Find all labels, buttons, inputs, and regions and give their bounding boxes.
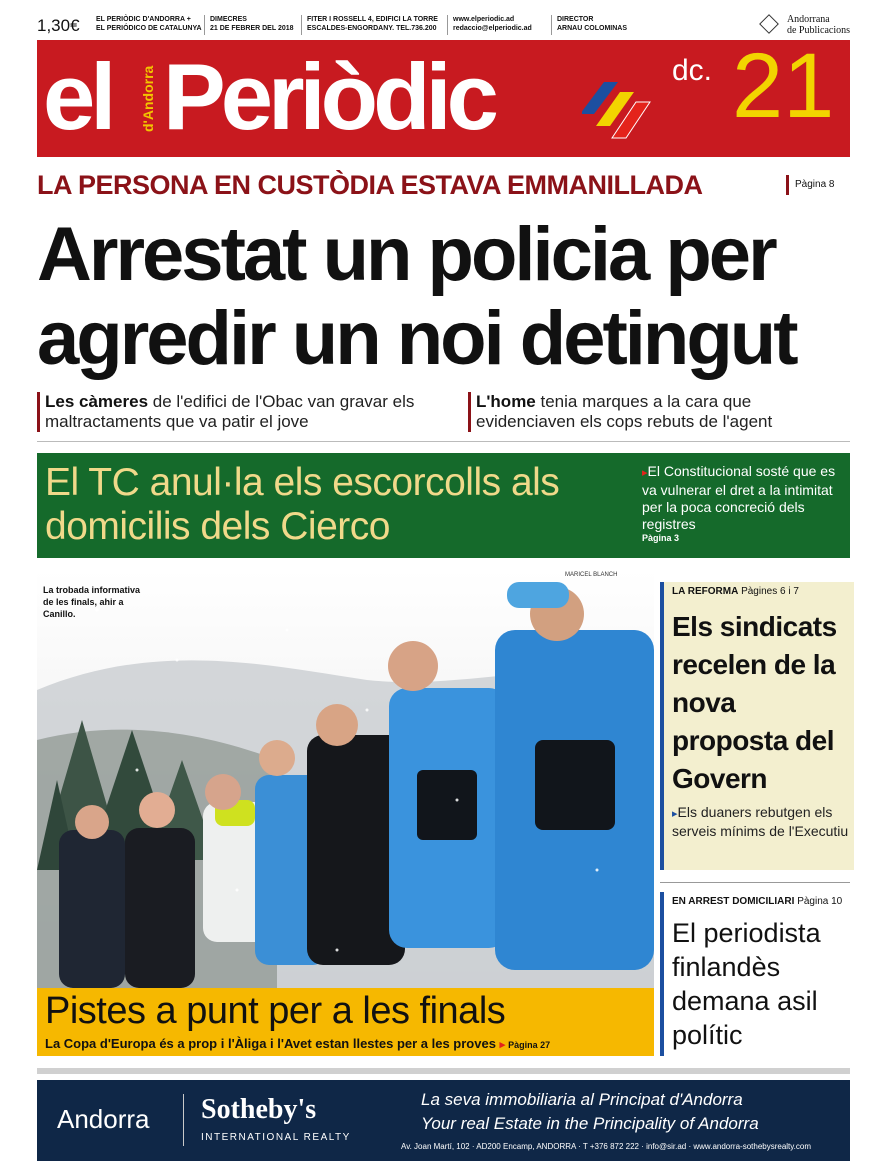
side-story-title: El periodista finlandès demana asil polític [672, 918, 821, 1050]
ad-tagline-ca: La seva immobiliaria al Principat d'Andorra [421, 1090, 743, 1109]
andorra-flag-icon [582, 76, 652, 142]
photo-credit: MARICEL BLANCH [565, 572, 618, 578]
headline-line: agredir un noi detingut [37, 296, 796, 381]
side-story-sub [672, 804, 852, 840]
ad-brand-left: Andorra [57, 1104, 150, 1134]
sothebys-advertisement[interactable] [37, 1080, 850, 1161]
publisher-logo-icon [759, 14, 779, 34]
triangle-bullet-icon: ▸ [499, 1039, 509, 1051]
lead-page-ref[interactable]: Pàgina 8 [786, 175, 834, 195]
ad-brand-sub: INTERNATIONAL REALTY [201, 1132, 351, 1143]
green-story[interactable] [37, 453, 850, 558]
masthead-day: 21 [732, 35, 835, 137]
address-line: FITER I ROSSELL 4, EDIFICI LA TORRE [307, 16, 438, 23]
edition-info [91, 15, 202, 35]
date: 21 DE FEBRER DEL 2018 [210, 25, 294, 32]
subhead-text: de l'edifici de l'Obac van gravar els maltractaments que va patir el jove [45, 392, 415, 431]
side-story-journalist[interactable] [660, 892, 854, 1056]
triangle-bullet-icon: ▸ [672, 808, 678, 820]
address-info [301, 15, 438, 35]
headline-line: Arrestat un policia per [37, 212, 775, 297]
divider [37, 1068, 850, 1074]
subhead-bold: L'home [476, 392, 536, 411]
photo-story-page-ref: Pàgina 27 [508, 1040, 551, 1050]
edition-line: EL PERIÓDICO DE CATALUNYA [96, 25, 202, 32]
price: 1,30€ [37, 16, 80, 35]
address-line: ESCALDES-ENGORDANY. TEL.736.200 [307, 25, 437, 32]
photo-story-sub-text: La Copa d'Europa és a prop i l'Àliga i l'Avet estan llestes per a les proves [45, 1036, 496, 1051]
kicker-label: LA REFORMA [672, 586, 739, 597]
masthead [37, 35, 850, 157]
web-info [447, 15, 532, 35]
triangle-bullet-icon: ▸ [642, 467, 648, 479]
ad-address: Av. Joan Martí, 102 · AD200 Encamp, ANDORRA · T +376 872 222 · info@sir.ad · www.andorra-sothebysrealty.com [401, 1142, 812, 1151]
kicker-page-ref: Pàgines 6 i 7 [741, 586, 799, 597]
kicker-label: EN ARREST DOMICILIARI [672, 896, 795, 907]
ski-team-photo [37, 570, 654, 988]
publisher-line: de Publicacions [786, 25, 850, 36]
weekday: DIMECRES [210, 16, 247, 23]
lead-subhead-2 [468, 392, 846, 432]
website-link[interactable]: www.elperiodic.ad [453, 16, 515, 23]
publisher-line: Andorrana [786, 14, 830, 25]
lead-kicker: LA PERSONA EN CUSTÒDIA ESTAVA EMMANILLADA [37, 170, 703, 200]
lead-headline[interactable] [37, 213, 850, 381]
edition-line: EL PERIÒDIC D'ANDORRA + [96, 16, 191, 23]
photo-story-sub [45, 1036, 550, 1051]
divider [37, 441, 850, 442]
subhead-text: tenia marques a la cara que evidenciaven els cops rebuts de l'agent [476, 392, 773, 431]
photo-story-title: Pistes a punt per a les finals [45, 990, 506, 1032]
photo-story-band[interactable] [37, 988, 654, 1056]
side-story-sub-text: Els duaners rebutgen els serveis mínims de l'Executiu [672, 804, 849, 839]
side-story-reform[interactable] [660, 582, 854, 870]
email-link[interactable]: redaccio@elperiodic.ad [453, 25, 532, 32]
publisher-name [787, 14, 850, 36]
logo-dandorra: d'Andorra [140, 65, 156, 132]
ad-brand-main: Sotheby's [201, 1094, 317, 1125]
ad-tagline-en: Your real Estate in the Principality of Andorra [421, 1114, 759, 1133]
ad-divider [183, 1094, 184, 1146]
green-story-title: El TC anul·la els escorcolls als domicilis dels Cierco [45, 461, 560, 548]
logo-el: el [43, 44, 112, 149]
side-story-title: Els sindicats recelen de la nova proposta del Govern [672, 611, 837, 794]
date-info [204, 15, 294, 35]
divider [660, 882, 850, 883]
green-story-summary [642, 463, 842, 533]
masthead-month: dc. [672, 54, 713, 87]
director-label: DIRECTOR [557, 16, 594, 23]
lead-subhead-1 [37, 392, 445, 432]
director-info [551, 15, 627, 35]
green-story-page-ref: Pàgina 3 [642, 533, 680, 543]
photo-caption: La trobada informativa de les finals, ahir a Canillo. [43, 585, 141, 619]
side-story-kicker [672, 586, 799, 597]
summary-text: El Constitucional sosté que es va vulnerar el dret a la intimitat per la poca concreció dels registres [642, 463, 836, 532]
logo-periodic: Periòdic [163, 44, 494, 149]
kicker-page-ref: Pàgina 10 [797, 896, 843, 907]
subhead-bold: Les càmeres [45, 392, 149, 411]
photo-illustration [37, 570, 654, 988]
side-story-kicker [672, 896, 842, 907]
director-name: ARNAU COLOMINAS [557, 25, 627, 32]
top-info-strip [37, 12, 850, 38]
